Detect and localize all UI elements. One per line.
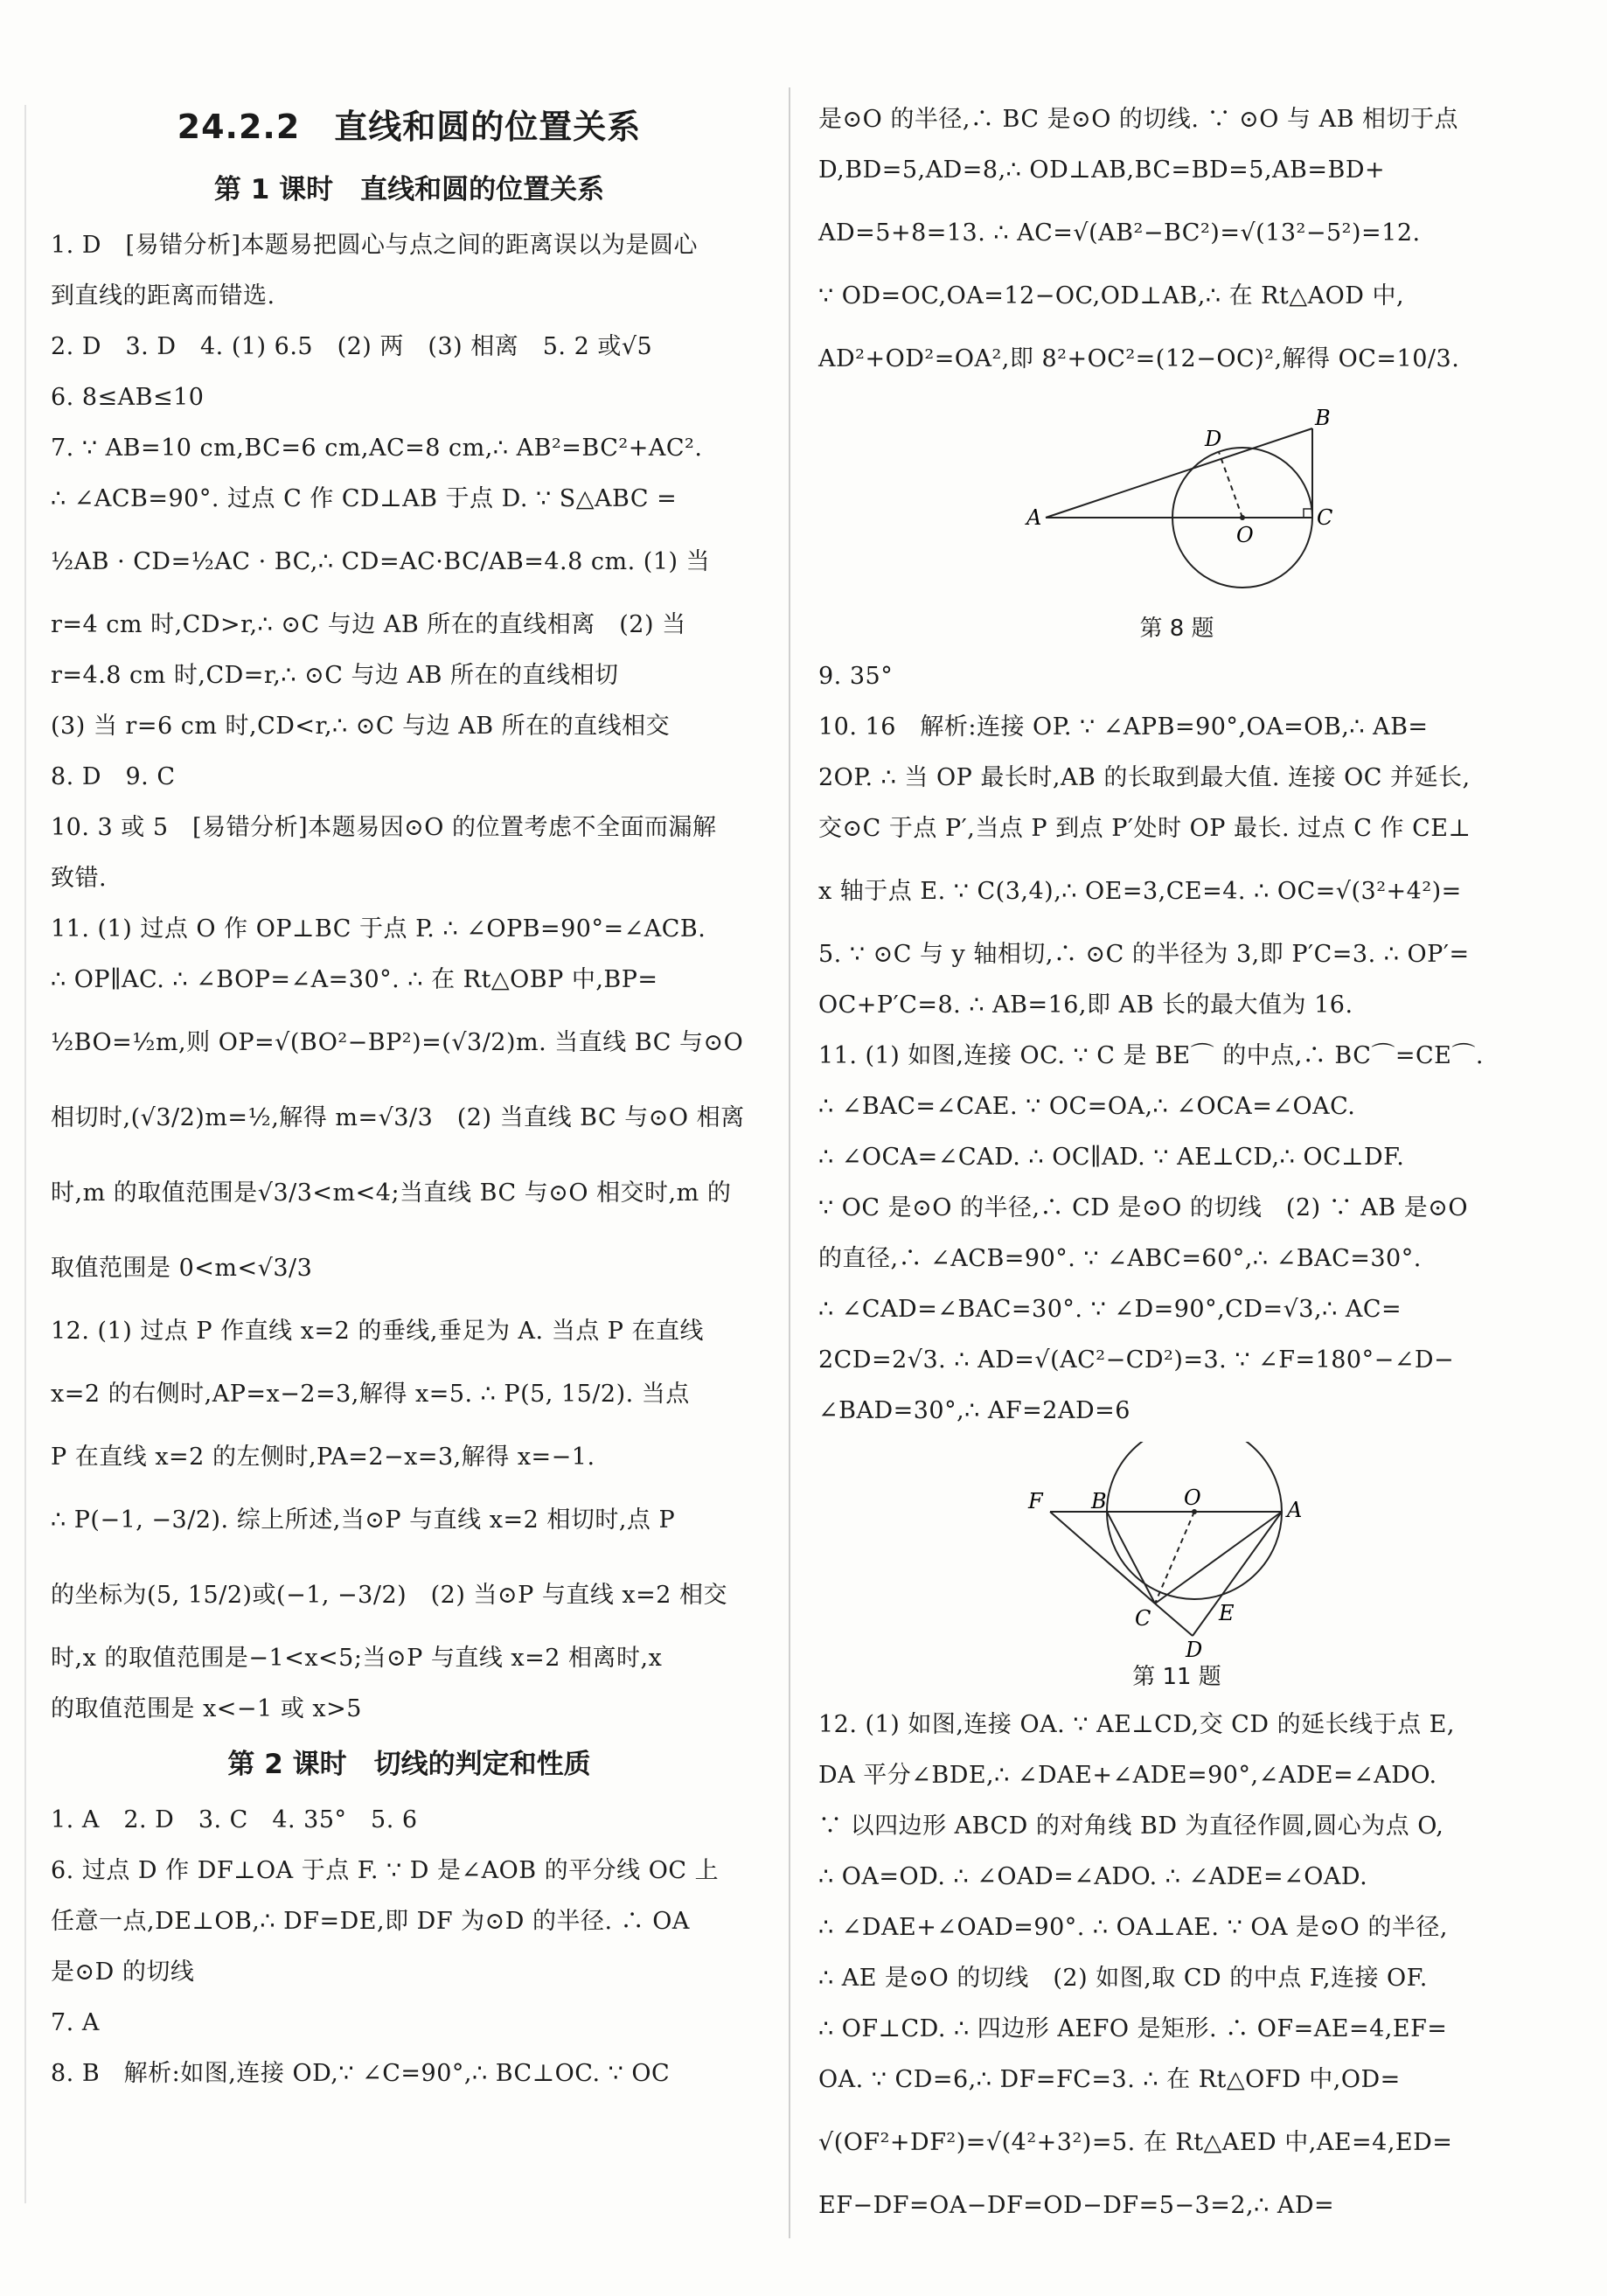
text-line: ∴ ∠CAD=∠BAC=30°. ∵ ∠D=90°,CD=√3,∴ AC= [818, 1296, 1402, 1323]
text-line: ∵ OD=OC,OA=12−OC,OD⊥AB,∴ 在 Rt△AOD 中, [818, 282, 1405, 310]
text-line: 6. 过点 D 作 DF⊥OA 于点 F. ∵ D 是∠AOB 的平分线 OC 上 [51, 1857, 720, 1884]
figure-8 [818, 402, 1535, 643]
fig11-label-b: B [1091, 1489, 1107, 1513]
text-line: 7. A [51, 2009, 100, 2036]
text-line: 2OP. ∴ 当 OP 最长时,AB 的长取到最大值. 连接 OC 并延长, [818, 764, 1471, 791]
lesson1-title: 第 1 课时 直线和圆的位置关系 [213, 174, 605, 205]
fig11-label-f: F [1028, 1489, 1043, 1513]
text-line: √(OF²+DF²)=√(4²+3²)=5. 在 Rt△AED 中,AE=4,ED= [818, 2129, 1453, 2156]
text-line: 9. 35° [818, 663, 894, 690]
fig11-label-o: O [1184, 1485, 1201, 1510]
text-line: ∴ ∠ACB=90°. 过点 C 作 CD⊥AB 于点 D. ∵ S△ABC = [51, 485, 678, 512]
section-title: 24.2.2 直线和圆的位置关系 [177, 108, 642, 146]
fig11-label-e: E [1219, 1601, 1235, 1625]
text-line: 任意一点,DE⊥OB,∴ DF=DE,即 DF 为⊙D 的半径. ∴ OA [51, 1908, 690, 1935]
text-line: 致错. [51, 865, 108, 892]
right-column [818, 94, 1535, 2231]
fig11-label-a: A [1287, 1498, 1303, 1522]
text-line: 的直径,∴ ∠ACB=90°. ∵ ∠ABC=60°,∴ ∠BAC=30°. [818, 1245, 1422, 1272]
text-line: 相切时,(√3/2)m=½,解得 m=√3/3 (2) 当直线 BC 与⊙O 相离 [51, 1104, 745, 1131]
fig8-label-b: B [1315, 406, 1331, 430]
text-line: OA. ∵ CD=6,∴ DF=FC=3. ∴ 在 Rt△OFD 中,OD= [818, 2066, 1401, 2093]
column-divider [789, 87, 790, 2238]
text-line: 是⊙D 的切线 [51, 1959, 195, 1986]
text-line: r=4.8 cm 时,CD=r,∴ ⊙C 与边 AB 所在的直线相切 [51, 662, 619, 689]
text-line: (3) 当 r=6 cm 时,CD<r,∴ ⊙C 与边 AB 所在的直线相交 [51, 713, 671, 740]
text-line: 2. D 3. D 4. (1) 6.5 (2) 两 (3) 相离 5. 2 或√5 [51, 333, 653, 360]
figure-8-caption: 第 8 题 [1139, 616, 1214, 642]
text-line: ∴ AE 是⊙O 的切线 (2) 如图,取 CD 的中点 F,连接 OF. [818, 1965, 1428, 1992]
figure-11-diagram [1019, 1442, 1334, 1660]
text-line: 取值范围是 0<m<√3/3 [51, 1255, 313, 1282]
fig8-label-d: D [1205, 427, 1222, 451]
text-line: ∴ OP∥AC. ∴ ∠BOP=∠A=30°. ∴ 在 Rt△OBP 中,BP= [51, 966, 658, 993]
text-line: ∠BAD=30°,∴ AF=2AD=6 [818, 1397, 1130, 1424]
fig11-label-c: C [1135, 1606, 1151, 1631]
text-line: x 轴于点 E. ∵ C(3,4),∴ OE=3,CE=4. ∴ OC=√(3²+4²)= [818, 878, 1462, 905]
text-line: 11. (1) 如图,连接 OC. ∵ C 是 BE⌒ 的中点,∴ BC⌒=CE⌒. [818, 1042, 1484, 1069]
text-line: 的取值范围是 x<−1 或 x>5 [51, 1695, 362, 1722]
text-line: 7. ∵ AB=10 cm,BC=6 cm,AC=8 cm,∴ AB²=BC²+AC². [51, 435, 703, 462]
text-line: ∴ ∠OCA=∠CAD. ∴ OC∥AD. ∵ AE⊥CD,∴ OC⊥DF. [818, 1144, 1405, 1171]
figure-11 [818, 1442, 1535, 1691]
text-line: ∵ OC 是⊙O 的半径,∴ CD 是⊙O 的切线 (2) ∵ AB 是⊙O [818, 1194, 1468, 1221]
text-line: ∴ ∠BAC=∠CAE. ∵ OC=OA,∴ ∠OCA=∠OAC. [818, 1093, 1356, 1120]
text-line: 10. 3 或 5 [易错分析]本题易因⊙O 的位置考虑不全面而漏解 [51, 814, 717, 841]
figure-8-diagram [1019, 402, 1334, 612]
text-line: ½AB · CD=½AC · BC,∴ CD=AC·BC/AB=4.8 cm. (1) 当 [51, 548, 711, 575]
text-line: 8. D 9. C [51, 763, 176, 790]
text-line: 的坐标为(5, 15/2)或(−1, −3/2) (2) 当⊙P 与直线 x=2 相交 [51, 1582, 728, 1609]
text-line: ∴ P(−1, −3/2). 综上所述,当⊙P 与直线 x=2 相切时,点 P [51, 1506, 676, 1534]
text-line: x=2 的右侧时,AP=x−2=3,解得 x=5. ∴ P(5, 15/2). 当点 [51, 1381, 690, 1408]
text-line: P 在直线 x=2 的左侧时,PA=2−x=3,解得 x=−1. [51, 1444, 595, 1471]
fig8-label-c: C [1317, 505, 1333, 530]
lesson2-title: 第 2 课时 切线的判定和性质 [227, 1749, 591, 1780]
page-margin-line [24, 105, 26, 2203]
text-line: 8. B 解析:如图,连接 OD,∵ ∠C=90°,∴ BC⊥OC. ∵ OC [51, 2060, 671, 2087]
text-line: ∵ 以四边形 ABCD 的对角线 BD 为直径作圆,圆心为点 O, [818, 1812, 1444, 1840]
text-line: 12. (1) 过点 P 作直线 x=2 的垂线,垂足为 A. 当点 P 在直线 [51, 1318, 705, 1345]
text-line: 2CD=2√3. ∴ AD=√(AC²−CD²)=3. ∵ ∠F=180°−∠D− [818, 1346, 1455, 1374]
text-line: 交⊙C 于点 P′,当点 P 到点 P′处时 OP 最长. 过点 C 作 CE⊥ [818, 815, 1471, 842]
fig11-label-d: D [1186, 1638, 1203, 1660]
fig8-label-o: O [1236, 523, 1254, 547]
text-line: ∴ OF⊥CD. ∴ 四边形 AEFO 是矩形. ∴ OF=AE=4,EF= [818, 2015, 1448, 2042]
figure-11-caption: 第 11 题 [1132, 1664, 1221, 1690]
fig8-label-a: A [1026, 505, 1042, 530]
text-line: AD=5+8=13. ∴ AC=√(AB²−BC²)=√(13²−5²)=12. [818, 219, 1421, 247]
answer-8-continued [818, 94, 1535, 397]
text-line: 是⊙O 的半径,∴ BC 是⊙O 的切线. ∵ ⊙O 与 AB 相切于点 [818, 106, 1459, 133]
text-line: AD²+OD²=OA²,即 8²+OC²=(12−OC)²,解得 OC=10/3. [818, 345, 1460, 372]
text-line: 12. (1) 如图,连接 OA. ∵ AE⊥CD,交 CD 的延长线于点 E, [818, 1711, 1455, 1738]
text-line: OC+P′C=8. ∴ AB=16,即 AB 长的最大值为 16. [818, 991, 1353, 1019]
text-line: ∴ ∠DAE+∠OAD=90°. ∴ OA⊥AE. ∵ OA 是⊙O 的半径, [818, 1914, 1448, 1941]
text-line: EF−DF=OA−DF=OD−DF=5−3=2,∴ AD= [818, 2192, 1335, 2219]
text-line: 11. (1) 过点 O 作 OP⊥BC 于点 P. ∴ ∠OPB=90°=∠ACB. [51, 915, 706, 943]
text-line: DA 平分∠BDE,∴ ∠DAE+∠ADE=90°,∠ADE=∠ADO. [818, 1762, 1437, 1789]
text-line: 1. D [易错分析]本题易把圆心与点之间的距离误以为是圆心 [51, 232, 699, 259]
text-line: D,BD=5,AD=8,∴ OD⊥AB,BC=BD=5,AB=BD+ [818, 157, 1386, 184]
answers-9-11 [818, 651, 1535, 1437]
text-line: 5. ∵ ⊙C 与 y 轴相切,∴ ⊙C 的半径为 3,即 P′C=3. ∴ OP′= [818, 941, 1470, 968]
text-line: 时,x 的取值范围是−1<x<5;当⊙P 与直线 x=2 相离时,x [51, 1645, 663, 1672]
text-line: ½BO=½m,则 OP=√(BO²−BP²)=(√3/2)m. 当直线 BC 与⊙O [51, 1029, 744, 1056]
text-line: 10. 16 解析:连接 OP. ∵ ∠APB=90°,OA=OB,∴ AB= [818, 713, 1429, 741]
text-line: ∴ OA=OD. ∴ ∠OAD=∠ADO. ∴ ∠ADE=∠OAD. [818, 1863, 1368, 1890]
lesson1-answers [51, 220, 768, 1735]
text-line: 到直线的距离而错选. [51, 282, 275, 310]
text-line: r=4 cm 时,CD>r,∴ ⊙C 与边 AB 所在的直线相离 (2) 当 [51, 611, 686, 638]
text-line: 6. 8≤AB≤10 [51, 384, 205, 411]
answer-12 [818, 1700, 1535, 2231]
left-column [51, 87, 768, 2099]
text-line: 1. A 2. D 3. C 4. 35° 5. 6 [51, 1806, 418, 1833]
lesson2-answers [51, 1795, 768, 2099]
text-line: 时,m 的取值范围是√3/3<m<4;当直线 BC 与⊙O 相交时,m 的 [51, 1179, 732, 1207]
